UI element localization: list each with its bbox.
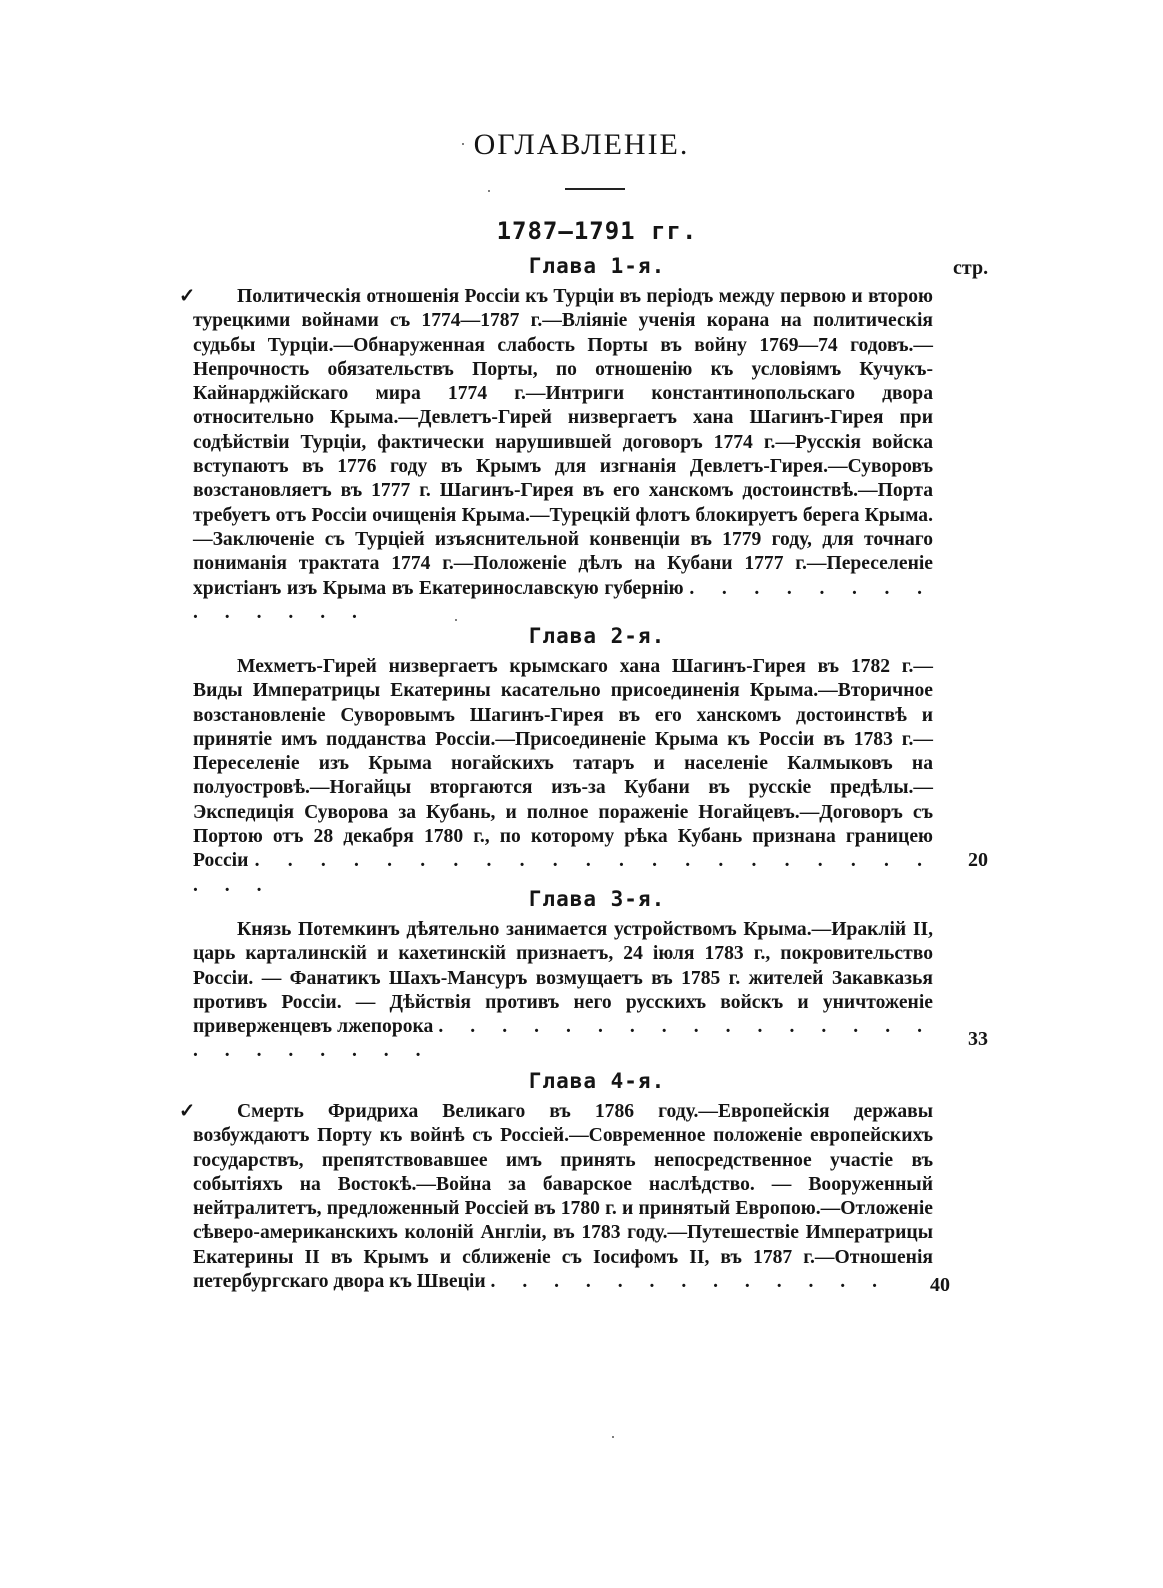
check-mark-icon: ✓ [179,1101,196,1122]
dot-leaders: . . . . . . . . . . . . . [490,1271,888,1293]
paragraph-indent [179,285,237,309]
chapter-4-page-number: 40 [930,1274,950,1296]
page-title: ОГЛАВЛЕНІЕ. [473,128,690,161]
chapter-3-page-number: 33 [968,1028,988,1050]
chapter-2-summary [193,655,933,898]
chapter-3-heading: Глава 3-я. [528,887,666,911]
scan-speck [612,1436,614,1438]
chapter-2-page-number: 20 [968,849,988,871]
chapter-1-summary [179,285,933,625]
scan-speck [455,619,457,621]
chapter-3-summary-text: Князь Потемкинъ дѣятельно занимается устройствомъ Крыма.—Ираклій II, царь карталинскій и кахетинскій признаетъ, 24 іюля 1783 г., покровительство Россіи. — Фанатикъ Шахъ-Мансуръ возмущаетъ въ 1785 г. жителей Закавказья противъ Россіи. — Дѣйствія противъ него русскихъ войскъ и уничтоженіе приверженцевъ лжепорока [193,919,933,1038]
title-rule [565,188,625,190]
chapter-2-heading: Глава 2-я. [528,624,666,648]
paragraph-indent [179,1100,237,1124]
chapter-3-summary [193,918,933,1064]
dot-leaders: . . . . . . . . . . . . . . . . . . . . . . . . [193,850,933,896]
chapter-4-heading: Глава 4-я. [528,1069,666,1093]
chapter-4-summary-text: Смерть Фридриха Великаго въ 1786 году.—Европейскія державы возбуждаютъ Порту къ войнѣ съ Россіей.—Современное положеніе европейскихъ государствъ, препятствовавшее имъ принять непосредственное участіе въ событіяхъ на Востокѣ.—Война за баварское наслѣдство. — Вооруженный нейтралитетъ, предложенный Россіей въ 1780 г. и принятый Европою.—Отложеніе сѣверо-американскихъ колоній Англіи, въ 1783 году.—Путешествіе Императрицы Екатерины II въ Крымъ и сближеніе съ Іосифомъ II, въ 1787 г.—Отношенія петербургскаго двора къ Швеціи [193,1101,933,1293]
years-heading: 1787—1791 гг. [496,217,698,245]
page-column-label: стр. [953,257,989,279]
scan-speck [488,190,490,192]
dot-leaders: . . . . . . . . . . . . . . [193,577,933,623]
chapter-1-summary-text: Политическія отношенія Россіи къ Турціи въ періодъ между первою и второю турецкими войнами съ 1774—1787 г.—Вліяніе ученія корана на политическія судьбы Турціи.—Обнаруженная слабость Порты въ войну 1769—74 годовъ.—Непрочность обязательствъ Порты, по отношенію къ условіямъ Кучукъ-Кайнарджійскаго мира 1774 г.—Интриги константинопольскаго двора относительно Крыма.—Девлетъ-Гирей низвергаетъ хана Шагинъ-Гирея при содѣйствіи Турціи, фактически нарушившей договоръ 1774 г.—Русскія войска вступаютъ въ 1776 году въ Крымъ для изгнанія Девлетъ-Гирея.—Суворовъ возстановляетъ въ 1777 г. Шагинъ-Гирея въ его ханскомъ достоинствѣ.—Порта требуетъ отъ Россіи очищенія Крыма.—Турецкій флотъ блокируетъ берега Крыма.—Заключеніе съ Турціей изъяснительной конвенціи въ 1779 году, для точнаго пониманія трактата 1774 г.—Положеніе дѣлъ на Кубани 1777 г.—Переселеніе христіанъ изъ Крыма въ Екатеринославскую губернію [193,286,933,599]
scan-speck [462,143,464,145]
check-mark-icon: ✓ [179,286,196,307]
chapter-2-summary-text: Мехметъ-Гирей низвергаетъ крымскаго хана Шагинъ-Гирея въ 1782 г.—Виды Императрицы Екатерины касательно присоединенія Крыма.—Вторичное возстановленіе Суворовымъ Шагинъ-Гирея въ его ханскомъ достоинствѣ и принятіе имъ подданства Россіи.—Присоединеніе Крыма къ Россіи въ 1783 г.—Переселеніе изъ Крыма ногайскихъ татаръ и населеніе Калмыковъ на полуостровѣ.—Ногайцы вторгаются изъ-за Кубани въ русскіе предѣлы.—Экспедиція Суворова за Кубань, и полное пораженіе Ногайцевъ.—Договоръ съ Портою отъ 28 декабря 1780 г., по которому рѣка Кубань признана границею Россіи [193,656,933,872]
dot-leaders: . . . . . . . . . . . . . . . . . . . . . . . . [193,1016,934,1062]
chapter-4-summary [179,1100,933,1294]
chapter-1-heading: Глава 1-я. [528,254,666,278]
